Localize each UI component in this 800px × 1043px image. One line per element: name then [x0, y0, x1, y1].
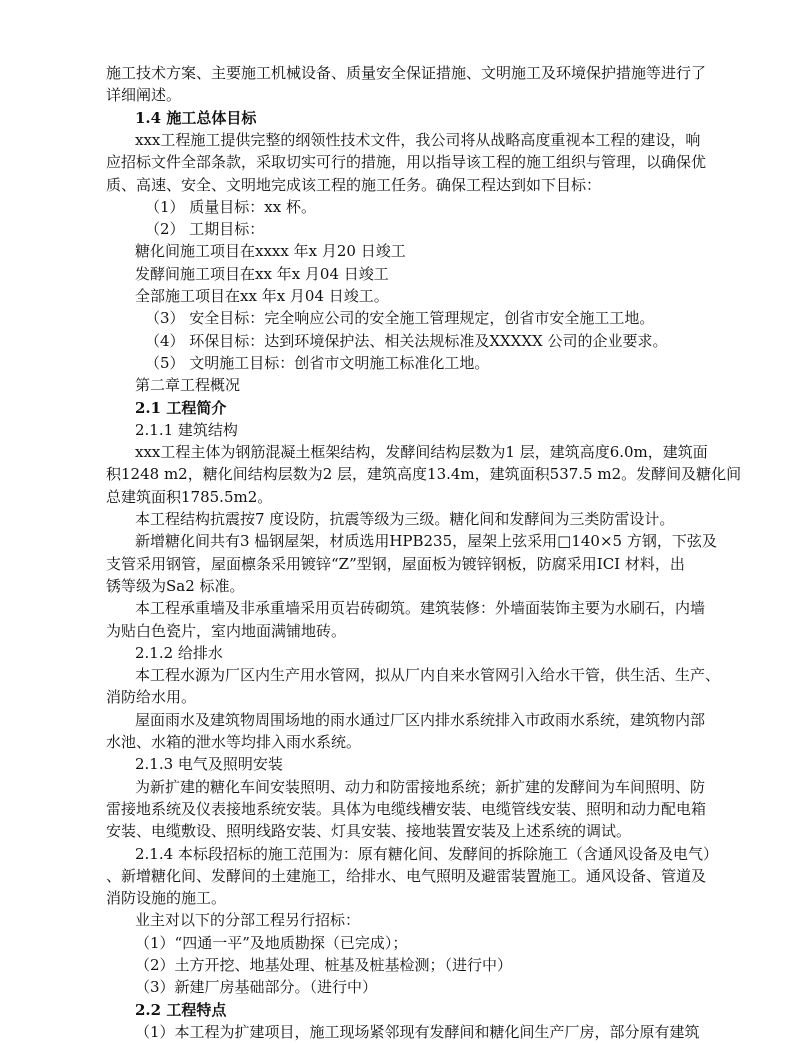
- text-line: 2.1.4 本标段招标的施工范围为：原有糖化间、发酵间的拆除施工（含通风设备及电气）: [135, 845, 718, 863]
- chapter-heading: 第二章工程概况: [135, 376, 241, 394]
- subsection-heading: 2.1.1 建筑结构: [135, 421, 238, 439]
- list-item: （4） 环保目标：达到环境保护法、相关法规标准及XXXXX 公司的企业要求。: [145, 332, 668, 350]
- text-line: 为新扩建的糖化车间安装照明、动力和防雷接地系统；新扩建的发酵间为车间照明、防: [135, 778, 706, 796]
- text-line: 、新增糖化间、发酵间的土建施工，给排水、电气照明及避雷装置施工。通风设备、管道及: [106, 867, 707, 885]
- text-line: 发酵间施工项目在xx 年x 月04 日竣工: [135, 265, 389, 283]
- text-line: 总建筑面积1785.5m2。: [106, 488, 273, 506]
- list-item: （1）“四通一平”及地质勘探（已完成）；: [135, 934, 408, 952]
- section-heading: 2.2 工程特点: [135, 1001, 227, 1019]
- text-line: 积1248 m2，糖化间结构层数为2 层，建筑高度13.4m，建筑面积537.5 m2。发酵间及糖化间: [106, 465, 742, 483]
- text-line: 业主对以下的分部工程另行招标：: [135, 911, 361, 929]
- text-line: （1）本工程为扩建项目，施工现场紧邻现有发酵间和糖化间生产厂房，部分原有建筑: [135, 1023, 700, 1041]
- text-line: 水池、水箱的泄水等均排入雨水系统。: [106, 733, 362, 751]
- list-item: （2）土方开挖、地基处理、桩基及桩基检测；（进行中）: [135, 956, 513, 974]
- list-item: （1） 质量目标：xx 杯。: [145, 198, 316, 216]
- section-heading: 1.4 施工总体目标: [135, 109, 257, 127]
- list-item: （3）新建厂房基础部分。（进行中）: [135, 978, 378, 996]
- text-line: 安装、电缆敷设、照明线路安装、灯具安装、接地装置安装及上述系统的调试。: [106, 822, 632, 840]
- text-line: 糖化间施工项目在xxxx 年x 月20 日竣工: [135, 242, 406, 260]
- text-line: 消防给水用。: [106, 688, 197, 706]
- text-line: 本工程结构抗震按7 度设防，抗震等级为三级。糖化间和发酵间为三类防雷设计。: [135, 510, 675, 528]
- text-line: 支管采用钢管，屋面檩条采用镀锌“Z”型钢，屋面板为镀锌钢板，防腐采用ICI 材料，出: [106, 555, 685, 573]
- text-line: 屋面雨水及建筑物周围场地的雨水通过厂区内排水系统排入市政雨水系统，建筑物内部: [135, 711, 706, 729]
- subsection-heading: 2.1.2 给排水: [135, 644, 223, 662]
- text-line: 雷接地系统及仪表接地系统安装。具体为电缆线槽安装、电缆管线安装、照明和动力配电箱: [106, 800, 707, 818]
- text-line: 本工程承重墙及非承重墙采用页岩砖砌筑。建筑装修：外墙面装饰主要为水刷石，内墙: [135, 599, 706, 617]
- text-line: 详细阐述。: [106, 86, 182, 104]
- text-line: 为贴白色瓷片，室内地面满铺地砖。: [106, 622, 347, 640]
- section-heading: 2.1 工程简介: [135, 399, 227, 417]
- text-line: 本工程水源为厂区内生产用水管网，拟从厂内自来水管网引入给水干管，供生活、生产、: [135, 666, 721, 684]
- list-item: （3） 安全目标：完全响应公司的安全施工管理规定，创省市安全施工工地。: [145, 309, 655, 327]
- list-item: （2） 工期目标：: [145, 220, 265, 238]
- text-line: xxx工程施工提供完整的纲领性技术文件，我公司将从战略高度重视本工程的建设，响: [135, 131, 701, 149]
- text-line: 全部施工项目在xx 年x 月04 日竣工。: [135, 287, 389, 305]
- text-line: 施工技术方案、主要施工机械设备、质量安全保证措施、文明施工及环境保护措施等进行了: [106, 64, 707, 82]
- text-line: 锈等级为Sa2 标准。: [106, 577, 245, 595]
- text-line: 质、高速、安全、文明地完成该工程的施工任务。确保工程达到如下目标：: [106, 176, 602, 194]
- text-line: xxx工程主体为钢筋混凝土框架结构，发酵间结构层数为1 层，建筑高度6.0m，建筑面: [135, 443, 708, 461]
- text-line: 消防设施的施工。: [106, 889, 227, 907]
- subsection-heading: 2.1.3 电气及照明安装: [135, 755, 283, 773]
- text-line: 新增糖化间共有3 榀钢屋架，材质选用HPB235，屋架上弦采用□140×5 方钢，下弦及: [135, 532, 717, 550]
- text-line: 应招标文件全部条款，采取切实可行的措施，用以指导该工程的施工组织与管理，以确保优: [106, 153, 707, 171]
- list-item: （5） 文明施工目标：创省市文明施工标准化工地。: [145, 354, 490, 372]
